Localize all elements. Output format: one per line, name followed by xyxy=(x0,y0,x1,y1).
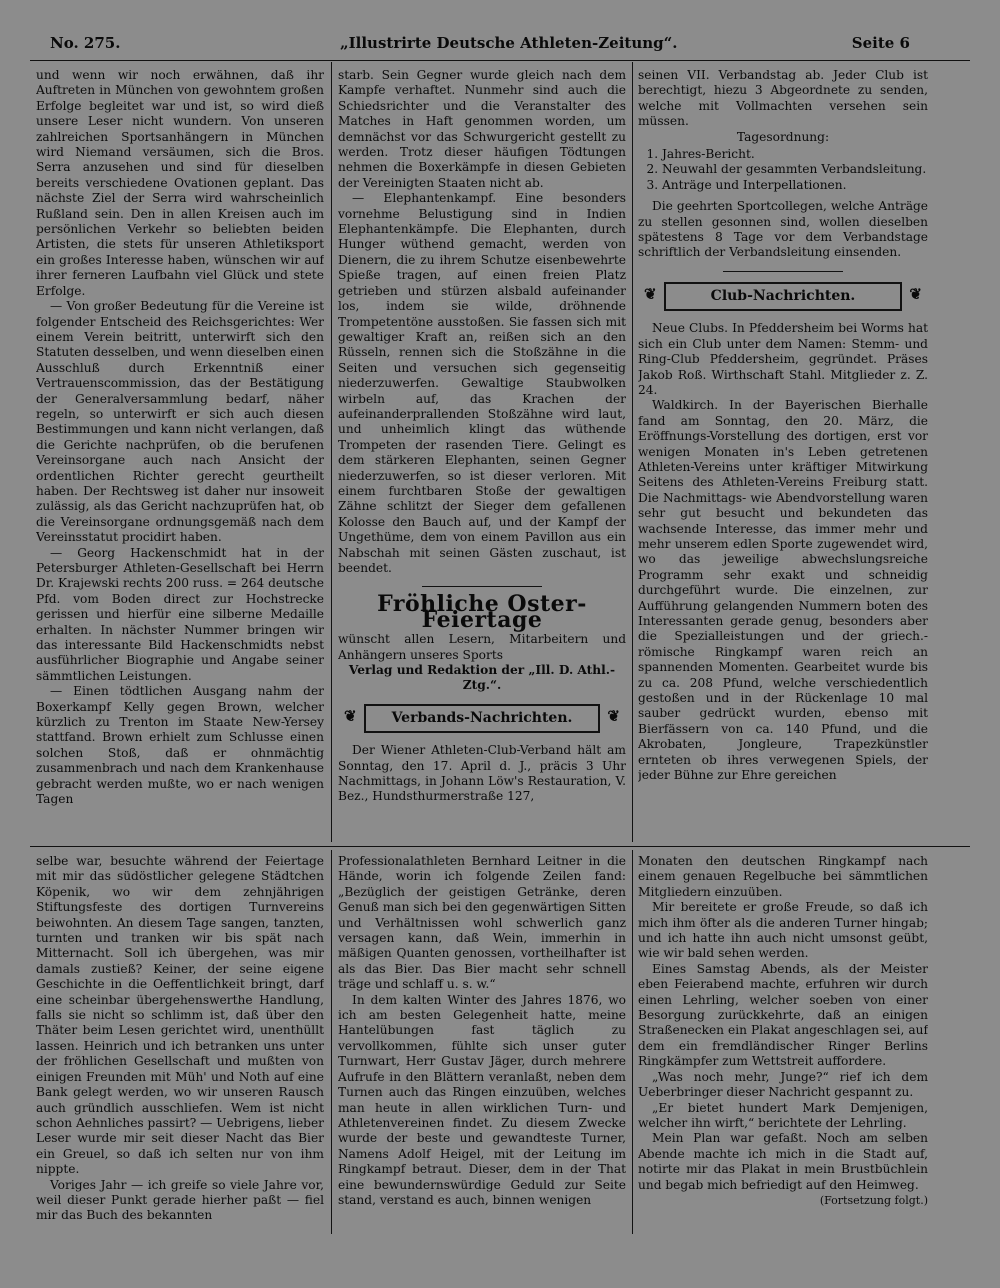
easter-greeting-signature: Verlag und Redaktion der „Ill. D. Athl.-Ztg.“. xyxy=(348,663,616,693)
article-paragraph: — Einen tödtlichen Ausgang nahm der Boxerkampf Kelly gegen Brown, welcher kürzlich zu Trenton im Staate New-Yersey stattfand. Brown erhielt zum Schlusse einen solchen Stoß, daß er ohnmächtig zusammenbrach und nach dem Krankenhause gebracht werden mußte, wo er nach wenigen Tagen xyxy=(36,684,324,807)
continued-note: (Fortsetzung folgt.) xyxy=(819,1193,928,1207)
article-paragraph: Mein Plan war gefaßt. Noch am selben Abende machte ich mich in die Stadt auf, notirte mir das Plakat in mein Brustbüchlein und begab mich befriedigt auf den Heimweg. xyxy=(638,1131,928,1192)
section-rule xyxy=(30,846,970,847)
easter-greeting-title: Fröhliche Oster-Feiertage xyxy=(377,591,587,633)
article-paragraph: „Er bietet hundert Mark Demjenigen, welcher ihn wirft,“ berichtete der Lehrling. xyxy=(638,1100,928,1130)
verbands-heading-box xyxy=(344,704,620,733)
article-paragraph: Waldkirch. In der Bayerischen Bierhalle fand am Sonntag, den 20. März, die Eröffnungs-Vorstellung des dortigen, erst vor wenigen Monaten in's Leben getretenen Athleten-Vereins unter kräftiger Mitwirkung Seitens des Athleten-Vereins Freiburg statt. Die Nachmittags- wie Abendvorstellung waren sehr gut besucht und bekundeten das wachsende Interesse, das immer mehr und mehr unserem edlen Sporte zugewendet wird, wo das jeweilige abwechslungsreiche Programm sehr exakt und schneidig durchgeführt wurde. Die einzelnen, zur Aufführung gelangenden Nummern boten des Interessanten gerade genug, besonders aber die Spezialleistungen und der griech.-römische Ringkampf waren reich an spannenden Momenten. Gearbeitet wurde bis zu ca. 208 Pfund, welche verschiedentlich gestoßen und in der Rückenlage 10 mal sauber gedrückt wurden, ebenso mit Bierfässern von ca. 140 Pfund, und die Akrobaten, Jongleure, Trapezkünstler ernteten ob ihres verwegenen Spiels, der jeder Bühne zur Ehre gereichen xyxy=(638,398,928,783)
article-paragraph: In dem kalten Winter des Jahres 1876, wo ich am besten Gelegenheit hatte, meine Hantelübungen fast täglich zu vervollkommen, fühlte sich unser guter Turnwart, Herr Gustav Jäger, durch mehrere Aufrufe in den Blättern veranlaßt, neben dem Turnen auch das Ringen einzuüben, welches man heute in allen wirklichen Turn- und Athletenvereinen findet. Zu diesem Zwecke wurde der beste und gewandteste Turner, Namens Adolf Heigel, mit der Leitung im Ringkampf betraut. Dieser, dem in der That eine bewundernswürdige Geduld zur Seite stand, verstand es auch, binnen wenigen xyxy=(338,992,626,1207)
agenda-title: Tagesordnung: xyxy=(736,129,830,144)
page-number: Seite 6 xyxy=(851,34,910,52)
article-paragraph: — Elephantenkampf. Eine besonders vornehme Belustigung sind in Indien Elephantenkämpfe. Die Elephanten, durch Hunger wüthend gemacht, werden von Dienern, die zu ihrem Schutze eisenbewehrte Spieße tragen, auf einen freien Platz getrieben und stürzen alsbald aufeinander los, indem sie wilde, dröhnende Trompetentöne ausstoßen. Sie fassen sich mit gewaltiger Kraft an, reißen sich an den Rüsseln, rennen sich die Stoßzähne in die Seiten und versuchen sich gegenseitig niederzuwerfen. Gewaltige Staubwolken wirbeln auf, das Krachen der aufeinanderprallenden Stoßzähne wird laut, und unheimlich klingt das wüthende Trompeten der rasenden Tiere. Gelingt es dem stärkeren Elephanten, seinen Gegner niederzuwerfen, so ist dieser verloren. Mit einem furchtbaren Stoße der gewaltigen Zähne schlitzt der Sieger dem gefallenen Kolosse den Bauch auf, und der Kampf der Ungethüme, dem von einem Pavillon aus ein Nabschah mit seinen Gästen zuschaut, ist beendet. xyxy=(338,191,626,575)
article-paragraph: — Von großer Bedeutung für die Vereine ist folgender Entscheid des Reichsgerichtes: Wer einem Verein beitritt, unterwirft sich den Statuten desselben, und wenn dieselben einen Ausschluß durch Erkenntniß einer Vertrauenscommission, das der Bestätigung der Generalversammlung bedarf, näher regeln, so unterwirft er sich auch diesen Bestimmungen und kann nicht verlangen, daß die Gerichte nachprüfen, ob die berufenen Vereinsorgane auch nach Ansicht der ordentlichen Richter gerecht geurtheilt haben. Der Rechtsweg ist daher nur insoweit zulässig, als das Gericht nachzuprüfen hat, ob die Vereinsorgane ordnungsgemäß nach dem Vereinsstatut procidirt haben. xyxy=(36,299,324,545)
ornament-icon: ❦ xyxy=(644,284,657,303)
separator xyxy=(723,271,843,272)
lower-column-3 xyxy=(638,854,928,1232)
article-paragraph: Neue Clubs. In Pfeddersheim bei Worms hat sich ein Club unter dem Namen: Stemm- und Ring-Club Pfeddersheim, gegründet. Präses Jakob Roß. Wirthschaft Stahl. Mitglieder z. Z. 24. xyxy=(638,321,928,397)
column-divider xyxy=(331,850,332,1234)
lower-column-1 xyxy=(36,854,324,1232)
article-paragraph: und wenn wir noch erwähnen, daß ihr Auftreten in München von gewohntem großen Erfolge begleitet war und ist, so wird dieß unsere Leser nicht wundern. Von unseren zahlreichen Sportsanhängern in München wird Niemand versäumen, sich die Bros. Serra anzusehen und sind für dieselben bereits verschiedene Ovationen geplant. Das nächste Ziel der Serra wird wahrscheinlich Rußland sein. Den in allen Kreisen auch im persönlichen Verkehr so beliebten beiden Artisten, die stets für unseren Athletiksport ein großes Interesse haben, wünschen wir auf ihrer ferneren Laufbahn viel Glück und stete Erfolge. xyxy=(36,68,324,298)
article-paragraph: Mir bereitete er große Freude, so daß ich mich ihm öfter als die anderen Turner hingab; und ich hatte ihn auch nicht umsonst geübt, wie wir bald sehen werden. xyxy=(638,900,928,961)
article-paragraph: starb. Sein Gegner wurde gleich nach dem Kampfe verhaftet. Nunmehr sind auch die Schiedsrichter und die Veranstalter des Matches in Haft genommen worden, um demnächst vor das Schwurgericht gestellt zu werden. Trotz dieser häufigen Tödtungen nehmen die Boxerkämpfe in diesen Gebieten der Vereinigten Staaten nicht ab. xyxy=(338,68,626,190)
newspaper-title: „Illustrirte Deutsche Athleten-Zeitung“. xyxy=(340,34,678,52)
ornament-icon: ❦ xyxy=(909,284,922,303)
agenda-item: 3. Anträge und Interpellationen. xyxy=(662,178,928,193)
column-divider xyxy=(331,62,332,842)
column-2 xyxy=(338,68,626,840)
article-paragraph: — Georg Hackenschmidt hat in der Petersburger Athleten-Gesellschaft bei Herrn Dr. Krajewski rechts 200 russ. = 264 deutsche Pfd. vom Boden direct zur Hochstrecke gerissen und hierfür eine silberne Medaille erhalten. In nächster Nummer bringen wir das interessante Bild Hackenschmidts nebst ausführlicher Biographie und Angabe seiner sämmtlichen Leistungen. xyxy=(36,545,324,683)
article-paragraph: „Was noch mehr, Junge?“ rief ich dem Ueberbringer dieser Nachricht gespannt zu. xyxy=(638,1069,928,1100)
article-paragraph: Voriges Jahr — ich greife so viele Jahre vor, weil dieser Punkt gerade hierher paßt — fiel mir das Buch des bekannten xyxy=(36,1177,324,1223)
article-paragraph: Monaten den deutschen Ringkampf nach einem genauen Regelbuche bei sämmtlichen Mitgliedern einzuüben. xyxy=(638,854,928,899)
page-header xyxy=(50,30,910,56)
column-1 xyxy=(36,68,324,840)
article-paragraph: Professionalathleten Bernhard Leitner in die Hände, worin ich folgende Zeilen fand: „Bezüglich der geistigen Getränke, deren Genuß man sich bei den gegenwärtigen Sitten und Verhältnissen wohl schwerlich ganz versagen kann, daß Wein, immerhin in mäßigen Quanten genossen, vortheilhafter ist als das Bier. Das Bier macht sehr schnell träge und schlaff u. s. w.“ xyxy=(338,854,626,992)
separator xyxy=(422,586,542,587)
article-paragraph: Die geehrten Sportcollegen, welche Anträge zu stellen gesonnen sind, wollen dieselben spätestens 8 Tage vor dem Verbandstage schriftlich der Verbandsleitung einsenden. xyxy=(638,199,928,260)
column-divider xyxy=(632,62,633,842)
ornament-icon: ❦ xyxy=(344,706,357,725)
article-paragraph: Eines Samstag Abends, als der Meister eben Feierabend machte, erfuhren wir durch einen Lehrling, welcher soeben von einer Besorgung zurückkehrte, daß an einigen Straßenecken ein Plakat angeschlagen sei, auf dem ein fremdländischer Ringer Berlins Ringkämpfer zum Wettstreit auffordere. xyxy=(638,961,928,1069)
club-heading-box xyxy=(644,282,922,311)
agenda-item: 2. Neuwahl der gesammten Verbandsleitung. xyxy=(662,162,928,177)
lower-column-2 xyxy=(338,854,626,1232)
column-divider xyxy=(632,850,633,1234)
article-paragraph: selbe war, besuchte während der Feiertage mit mir das südöstlicher gelegene Städtchen Köpenik, wo wir dem zehnjährigen Stiftungsfeste des dortigen Turnvereins beiwohnten. An diesem Tage sangen, tanzten, turnten und tranken wir bis spät nach Mitternacht. Soll ich übergehen, was mir damals zustieß? Keiner, der seine eigene Geschichte in die Oeffentlichkeit bringt, darf eine scheinbar übergehenswerthe Handlung, falls sie nicht so schlimm ist, daß über den Thäter beim Lesen gerichtet wird, unenthüllt lassen. Heinrich und ich betranken uns unter der fröhlichen Gesellschaft und mußten von einigen Freunden mit Müh' und Noth auf eine Bank gelegt werden, wo wir unseren Rausch auch gründlich ausschliefen. Wem ist nicht schon Aehnliches passirt? — Uebrigens, lieber Leser wurde mir seit dieser Nacht das Bier ein Greuel, so daß ich selten nur von ihm nippte. xyxy=(36,854,324,1177)
issue-number: No. 275. xyxy=(50,34,121,52)
column-3 xyxy=(638,68,928,840)
ornament-icon: ❦ xyxy=(607,706,620,725)
section-heading: Club-Nachrichten. xyxy=(710,287,856,304)
easter-greeting-text: wünscht allen Lesern, Mitarbeitern und Anhängern unseres Sports xyxy=(338,632,626,662)
agenda-list xyxy=(638,147,928,193)
article-paragraph: seinen VII. Verbandstag ab. Jeder Club ist berechtigt, hiezu 3 Abgeordnete zu senden, welche mit Vollmachten versehen sein müssen. xyxy=(638,68,928,129)
article-paragraph: Der Wiener Athleten-Club-Verband hält am Sonntag, den 17. April d. J., präcis 3 Uhr Nachmittags, in Johann Löw's Restauration, V. Bez., Hundsthurmerstraße 127, xyxy=(338,743,626,804)
agenda-item: 1. Jahres-Bericht. xyxy=(662,147,928,162)
section-heading: Verbands-Nachrichten. xyxy=(391,709,573,726)
header-rule xyxy=(30,60,970,61)
